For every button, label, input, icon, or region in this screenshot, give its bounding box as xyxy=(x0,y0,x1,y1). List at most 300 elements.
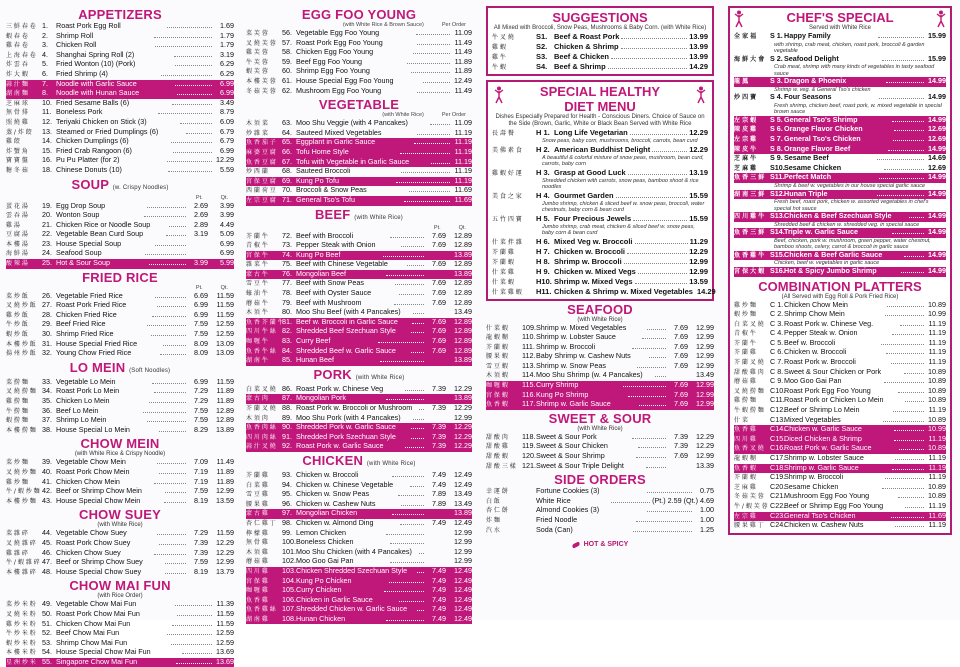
dot-leader xyxy=(159,544,186,545)
item-name: Baby Shrimp w. Cashew Nuts xyxy=(536,351,631,361)
item-name: Chicken w. Broccoli xyxy=(784,347,847,357)
chinese-name: 蝦 芙 蓉 xyxy=(246,68,268,76)
item-name: Chicken & Beef Garlic Sauce xyxy=(784,249,883,259)
menu-item xyxy=(734,173,946,183)
item-name: Kung Po Shrimp xyxy=(536,389,589,399)
price-quart: 12.29 xyxy=(696,431,715,441)
chinese-name: 雞 雜 碎 xyxy=(6,549,28,557)
price-pint: 3.99 xyxy=(194,258,209,268)
menu-item xyxy=(246,186,472,196)
item-number: 106. xyxy=(282,594,296,604)
price-quart: 13.89 xyxy=(454,355,472,365)
chinese-name: 蒙 古 肉 xyxy=(246,395,268,403)
dot-leader xyxy=(165,563,186,564)
chinese-name: 木 須 蝦 xyxy=(486,372,508,380)
chow-suey-title: CHOW SUEY xyxy=(79,507,161,523)
price-quart: 12.99 xyxy=(696,341,714,351)
item-name: Shredded Beef Szechuan Style xyxy=(296,326,396,336)
price: 14.99 xyxy=(928,114,947,124)
price: 6.99 xyxy=(220,88,235,98)
chinese-name: 白 菜 叉 燒 xyxy=(246,385,276,393)
item-name: Four Precious Jewels xyxy=(554,213,632,223)
chinese-name: 左 宗 蝦 xyxy=(734,116,757,124)
dot-leader xyxy=(635,283,688,284)
item-number: S 5. xyxy=(770,114,783,124)
item-number: S3. xyxy=(536,52,548,61)
menu-item xyxy=(492,128,708,138)
chinese-name: 牛 / 蝦 芙 蓉 xyxy=(734,502,768,510)
dot-leader xyxy=(642,338,666,339)
item-name: Noodle with Garlic Sauce xyxy=(56,78,137,88)
menu-item xyxy=(6,147,234,157)
dot-leader xyxy=(167,161,212,162)
menu-item xyxy=(246,529,472,539)
item-number: C12. xyxy=(770,405,786,415)
menu-column-3 xyxy=(486,6,714,614)
item-name: Chinese Donuts (10) xyxy=(56,164,122,174)
item-number: 82. xyxy=(282,326,292,336)
chinese-name: 芝 麻 雞 xyxy=(734,164,757,172)
item-number: 74. xyxy=(282,249,292,259)
price-pint: 7.49 xyxy=(432,604,447,614)
price-quart: 3.99 xyxy=(220,210,234,220)
price-quart: 13.89 xyxy=(454,393,473,403)
item-number: S 8. xyxy=(770,143,783,153)
egg-foo-young-list xyxy=(246,29,472,96)
item-number: S 6. xyxy=(770,124,783,134)
item-name: Chicken & Shrimp xyxy=(554,42,619,51)
chinese-name: 四 川 牛 絲 xyxy=(246,328,276,336)
dot-leader xyxy=(177,94,212,95)
price-pint: 8.09 xyxy=(194,348,208,358)
item-number: 108. xyxy=(282,613,296,623)
item-number: 64. xyxy=(282,127,292,137)
chicken-title xyxy=(246,454,472,471)
dot-leader xyxy=(627,253,687,254)
chinese-name: 菜 炒 麵 xyxy=(6,459,28,467)
dot-leader xyxy=(154,37,212,38)
chinese-name: 本 樓 湯 xyxy=(6,240,28,248)
price-pint: 7.69 xyxy=(674,351,688,361)
dot-leader xyxy=(417,610,424,611)
dot-leader xyxy=(155,297,186,298)
qt-label: Qt. xyxy=(220,284,228,291)
item-name: Egg Drop Soup xyxy=(56,200,106,210)
menu-item xyxy=(492,52,708,62)
price-quart: 12.99 xyxy=(696,389,714,399)
price: 14.99 xyxy=(928,172,947,182)
dot-leader xyxy=(412,323,424,324)
dot-leader xyxy=(158,113,212,114)
item-name: Broccoli & Snow Peas xyxy=(296,185,367,195)
item-number: C 3. xyxy=(770,318,784,328)
chinese-name: 湖 南 麵 xyxy=(6,90,28,98)
menu-item xyxy=(246,196,472,206)
item-name: Sesame Chicken xyxy=(784,162,842,172)
item-name: Roast Pork Chow Mai Fun xyxy=(56,608,140,618)
price-quart: 12.89 xyxy=(454,316,472,326)
item-number: H10. xyxy=(536,276,552,286)
item-number: C15. xyxy=(770,433,786,443)
price-pint: 7.69 xyxy=(674,322,689,332)
chinese-name: 芥 蘭 蝦 xyxy=(734,474,756,482)
dot-leader xyxy=(383,256,424,257)
item-description: Crab meat, shrimp with many kinds of vegetables in tasty seafood sauce xyxy=(774,64,935,77)
vegetable-list xyxy=(246,119,472,205)
price: 10.89 xyxy=(928,299,947,309)
dot-leader xyxy=(621,38,687,39)
item-name: Beef Chow Mai Fun xyxy=(56,628,120,638)
chinese-name: 本 樓 米 粉 xyxy=(6,649,36,657)
price-quart: 12.29 xyxy=(696,441,715,451)
item-name: Sweet & Sour Chicken xyxy=(536,441,608,451)
chinese-name: 冬 菇 芙 蓉 xyxy=(734,493,764,501)
item-name: Shredded Pork w. Garlic Sauce xyxy=(296,422,396,432)
menu-item xyxy=(492,32,708,42)
price: 11.19 xyxy=(454,156,473,166)
menu-item xyxy=(492,42,708,52)
price-pint: 7.49 xyxy=(432,594,447,604)
item-number: 28. xyxy=(42,309,52,319)
item-name: Roast Pork w. Chinese Veg xyxy=(296,383,384,393)
chinese-name: 叉 燒 炒 麵 xyxy=(6,468,36,476)
egg-foo-young-subtitle: (with White Rice & Brown Sauce) xyxy=(342,22,424,28)
item-name: Chicken w. Almond Ding xyxy=(296,517,374,527)
item-number: S12. xyxy=(770,188,785,198)
dot-leader xyxy=(621,48,688,49)
dot-leader xyxy=(400,524,424,525)
item-name: Vegetable Bean Curd Soup xyxy=(56,229,144,239)
price: 10.89 xyxy=(928,443,947,453)
price: 8.79 xyxy=(220,107,234,117)
chinese-name: 叉 燒 米 粉 xyxy=(6,610,36,618)
item-name: Vegetable Lo Mein xyxy=(56,376,116,386)
item-name: Wonton Soup xyxy=(56,210,100,220)
item-number: 48. xyxy=(42,566,52,576)
item-name: Fortune Cookies (3) xyxy=(536,486,600,496)
chinese-name: 牛 蝦 xyxy=(492,64,506,71)
price-pint: 7.69 xyxy=(432,326,446,336)
item-number: 4. xyxy=(42,49,48,59)
chinese-name: 蠔 油 牛 xyxy=(246,290,268,298)
item-number: 105. xyxy=(282,585,296,595)
dot-leader xyxy=(147,207,186,208)
menu-column-1 xyxy=(6,6,235,666)
dot-leader xyxy=(386,399,424,400)
price: 0.75 xyxy=(700,486,715,496)
item-number: 121. xyxy=(522,460,536,470)
price-quart: 12.29 xyxy=(216,547,235,557)
item-name: Chicken w. Broccoli xyxy=(554,246,625,256)
item-name: Mongolian Beef xyxy=(296,268,346,278)
item-name: Fried Noodle xyxy=(536,515,578,524)
item-name: Beef Fried Rice xyxy=(56,319,106,329)
price-quart: 12.89 xyxy=(454,336,473,346)
item-name: House Special Lo Mein xyxy=(56,424,130,434)
price-quart: 12.99 xyxy=(696,360,715,370)
suggestions-title: SUGGESTIONS xyxy=(552,10,648,25)
chinese-name: 木 須 菜 xyxy=(246,120,268,128)
chinese-name: 什 菜 雞 蝦 xyxy=(492,288,522,296)
chinese-name: 杏 仁 餅 xyxy=(486,507,508,515)
price-quart: 12.49 xyxy=(454,469,473,479)
price-quart: 12.49 xyxy=(454,604,473,614)
menu-item xyxy=(6,32,234,42)
chinese-name: 星 洲 炒 米 xyxy=(6,658,36,666)
price: 13.99 xyxy=(689,42,708,51)
dot-leader xyxy=(636,457,666,458)
item-number: 56. xyxy=(282,28,292,37)
item-name: Moo Shu Pork (with 4 Pancakes) xyxy=(296,412,401,422)
item-number: 98. xyxy=(282,517,292,527)
dot-leader xyxy=(628,174,688,175)
dot-leader xyxy=(893,411,924,412)
item-name: Chicken Rice or Noodle Soup xyxy=(56,219,151,229)
item-name: House Special Chow Mai Fun xyxy=(56,647,151,657)
chinese-name: 叉 燒 芙 蓉 xyxy=(246,39,276,47)
dot-leader xyxy=(175,605,212,606)
chinese-name: 雞 撈 麵 xyxy=(734,397,756,405)
item-name: Chicken w. Mixed Vegs xyxy=(554,266,636,276)
item-name: Diced Chicken & Shrimp xyxy=(784,433,862,443)
chinese-name: 腰 果 蝦 xyxy=(486,353,508,361)
chinese-name: 魚 香 蝦 xyxy=(734,464,756,472)
dot-leader xyxy=(392,476,424,477)
dot-leader xyxy=(416,34,450,35)
item-number: 86. xyxy=(282,383,292,393)
dot-leader xyxy=(163,345,186,346)
item-number: S4. xyxy=(536,62,548,71)
item-name: Kung Po Chicken xyxy=(296,575,352,585)
item-name: Roast Pork w. Broccoli xyxy=(784,357,856,367)
chicken-title-text: CHICKEN xyxy=(302,452,364,468)
item-number: 116. xyxy=(522,389,536,399)
item-number: S 3. xyxy=(770,76,783,86)
beef-list xyxy=(246,232,472,366)
item-number: S10. xyxy=(770,162,785,172)
item-number: S 9. xyxy=(770,153,783,163)
dot-leader xyxy=(145,254,186,255)
dot-leader xyxy=(894,440,924,441)
chinese-name: 五 竹 四 寶 xyxy=(492,215,522,223)
chinese-name: 什 菜 雞 xyxy=(492,268,514,276)
chinese-name: 什 菜 拌 雜 xyxy=(492,238,522,246)
price: 6.09 xyxy=(220,116,235,126)
item-name: Chicken Chow Mein xyxy=(56,476,120,486)
dot-leader xyxy=(655,376,666,377)
item-number: 14. xyxy=(42,136,52,146)
price-pint: 7.89 xyxy=(432,498,446,508)
item-name: Shrimp Lo Mein xyxy=(56,415,107,425)
menu-item xyxy=(6,658,234,667)
price-pint: 7.49 xyxy=(432,575,447,585)
chinese-name: 魚 香 茄 子 xyxy=(246,139,276,147)
dot-leader xyxy=(905,507,924,508)
healthy-menu-title-2: DIET MENU xyxy=(564,99,636,114)
item-name: Sauteed Broccoli xyxy=(296,166,351,176)
item-number: 54. xyxy=(42,647,52,657)
dot-leader xyxy=(172,625,212,626)
item-name: Moo Shu Chicken (with 4 Pancakes) xyxy=(296,546,412,556)
dot-leader xyxy=(885,478,924,479)
chinese-name: 蒸 / 炸 餃 xyxy=(6,128,32,136)
item-number: C19. xyxy=(770,472,786,482)
price-pint: 7.69 xyxy=(674,360,689,370)
price-quart: 13.89 xyxy=(454,268,473,278)
price-quart: 13.59 xyxy=(216,495,235,505)
price-quart: 12.99 xyxy=(696,380,714,390)
chow-suey-subtitle: (with White Rice) xyxy=(97,522,143,529)
item-number: C23. xyxy=(770,510,786,520)
item-number: H 1. xyxy=(536,128,550,137)
chinese-name: 蝦 炒 飯 xyxy=(6,331,28,339)
vegetable-title: VEGETABLE xyxy=(318,97,400,113)
price-pint: 2.89 xyxy=(194,219,209,229)
item-name: Chicken w. Garlic Sauce xyxy=(784,424,862,434)
per-order-label: Per Order xyxy=(441,22,466,28)
item-number: 57. xyxy=(282,37,292,47)
chinese-name: 美 佛 素 食 xyxy=(492,146,522,154)
dot-leader xyxy=(886,82,924,83)
item-number: 45. xyxy=(42,537,52,547)
item-number: H 4. xyxy=(536,190,550,200)
item-name: Sweet & Sour Shrimp xyxy=(536,451,605,461)
price-pint: 7.49 xyxy=(432,585,447,595)
item-number: C21. xyxy=(770,491,786,501)
price-pint: 2.69 xyxy=(194,200,208,210)
price: 11.49 xyxy=(454,37,472,47)
item-number: C18. xyxy=(770,462,786,472)
price: 14.99 xyxy=(928,211,947,221)
price-quart: 4.49 xyxy=(220,219,235,229)
item-name: Happy Family xyxy=(784,31,831,40)
item-name: Roast Pork Egg Foo Young xyxy=(296,37,383,47)
item-number: S11. xyxy=(770,172,785,182)
item-name: Moo Goo Gai Pan xyxy=(296,556,354,566)
dot-leader xyxy=(637,367,666,368)
chinese-name: 牛 / 蝦 雜 碎 xyxy=(6,559,40,567)
chinese-name: 蘑 菇 雞 xyxy=(734,378,756,386)
item-name: Eggplant in Garlic Sauce xyxy=(296,137,376,147)
dot-leader xyxy=(165,573,186,574)
chinese-name: 牛 叉 燒 xyxy=(492,34,514,41)
item-number: 58. xyxy=(282,47,292,57)
price-pint: 7.19 xyxy=(194,466,208,476)
price-quart: 12.89 xyxy=(454,278,473,288)
dot-leader xyxy=(411,352,424,353)
chinese-name: 牛 撈 麵 xyxy=(6,407,28,415)
price-quart: 12.89 xyxy=(454,297,473,307)
price-pint: 7.59 xyxy=(194,486,209,496)
dot-leader xyxy=(157,534,186,535)
dot-leader xyxy=(899,449,924,450)
chinese-name: 炸 大 蝦 xyxy=(6,70,28,78)
menu-item xyxy=(734,251,946,261)
menu-item xyxy=(734,228,946,238)
dot-leader xyxy=(171,142,212,143)
item-name: Shrimp w. Garlic Sauce xyxy=(784,462,859,472)
price-quart: 12.29 xyxy=(454,403,472,412)
item-number: S13. xyxy=(770,211,785,221)
item-name: Seafood Soup xyxy=(56,248,102,258)
dot-leader xyxy=(417,44,450,45)
price-quart: 12.99 xyxy=(454,546,473,556)
chinese-name: 魚 香 豆 腐 xyxy=(246,158,276,166)
menu-item xyxy=(492,267,708,277)
item-number: 7. xyxy=(42,78,48,88)
item-name: Moo Shu Shrimp (w. 4 Pancakes) xyxy=(536,370,643,380)
item-name: Sesame Beef xyxy=(784,153,829,163)
item-name: House Special Chow Mein xyxy=(56,495,141,505)
item-name: Chicken w. Cashew Nuts xyxy=(296,498,376,508)
menu-item xyxy=(246,241,472,251)
dot-leader xyxy=(171,644,212,645)
menu-item xyxy=(486,526,714,536)
item-number: 115. xyxy=(522,380,536,390)
item-number: C 9. xyxy=(770,376,784,386)
chinese-name: 咖 喱 雞 xyxy=(246,587,268,595)
dot-leader xyxy=(647,511,692,512)
item-number: 3. xyxy=(42,40,48,50)
price-pint: 7.49 xyxy=(432,469,447,479)
chinese-name: 雞 春 卷 xyxy=(6,42,28,50)
dot-leader xyxy=(901,272,924,273)
menu-item xyxy=(734,145,946,155)
price-pint: 7.39 xyxy=(674,431,689,441)
chinese-name: 什 菜 xyxy=(734,416,748,424)
dot-leader xyxy=(386,275,424,276)
item-number: 109. xyxy=(522,322,536,332)
price-pint: 7.89 xyxy=(432,489,446,499)
price: 11.39 xyxy=(216,599,234,609)
chinese-name: 蛋 花 湯 xyxy=(6,202,28,210)
price-quart: 6.99 xyxy=(220,248,234,258)
chinese-name: 左 宗 雞 xyxy=(734,512,756,520)
dot-leader xyxy=(151,335,186,336)
chinese-name: 魚 香 三 鮮 xyxy=(734,174,765,182)
price: 14.29 xyxy=(696,286,716,296)
dot-leader xyxy=(401,246,424,247)
item-number: 55. xyxy=(42,656,52,666)
item-name: Shrimp w. Snow Peas xyxy=(536,360,606,370)
menu-item xyxy=(734,55,946,65)
pt-label: Pt. xyxy=(195,284,203,291)
dot-leader xyxy=(430,124,450,125)
item-description: Shredded chicken with carrots, snow peas, bamboo shoot & rice noodles xyxy=(542,177,699,190)
item-number: 90. xyxy=(282,422,292,432)
dancer-left-icon xyxy=(734,10,744,28)
item-name: Beef with Chinese Vegetable xyxy=(296,259,388,269)
pork-title-text: PORK xyxy=(313,366,352,382)
item-name: Chicken Roll xyxy=(56,40,97,50)
item-name: Mongolian Pork xyxy=(296,393,346,403)
item-name: Pu Pu Platter (for 2) xyxy=(56,155,120,165)
chinese-name: 陳 皮 雞 xyxy=(734,126,757,134)
price: 11.19 xyxy=(928,318,946,328)
chinese-name: 雞 蝦 xyxy=(492,44,506,51)
item-name: Chicken Dumplings (6) xyxy=(56,136,129,146)
item-number: 102. xyxy=(282,556,296,566)
dot-leader xyxy=(155,245,186,246)
chinese-name: 牛 炒 飯 xyxy=(6,321,28,329)
price-pint: 2.69 xyxy=(194,210,208,220)
item-name: Chicken Egg Foo Young xyxy=(296,47,374,57)
price-quart: 12.89 xyxy=(454,326,472,336)
lo-mein-title-text: LO MEIN xyxy=(69,359,126,375)
chinese-name: 四 川 雞 xyxy=(734,435,756,443)
chinese-name: 甜 酸 肉 xyxy=(486,433,508,441)
item-number: 39. xyxy=(42,457,52,467)
